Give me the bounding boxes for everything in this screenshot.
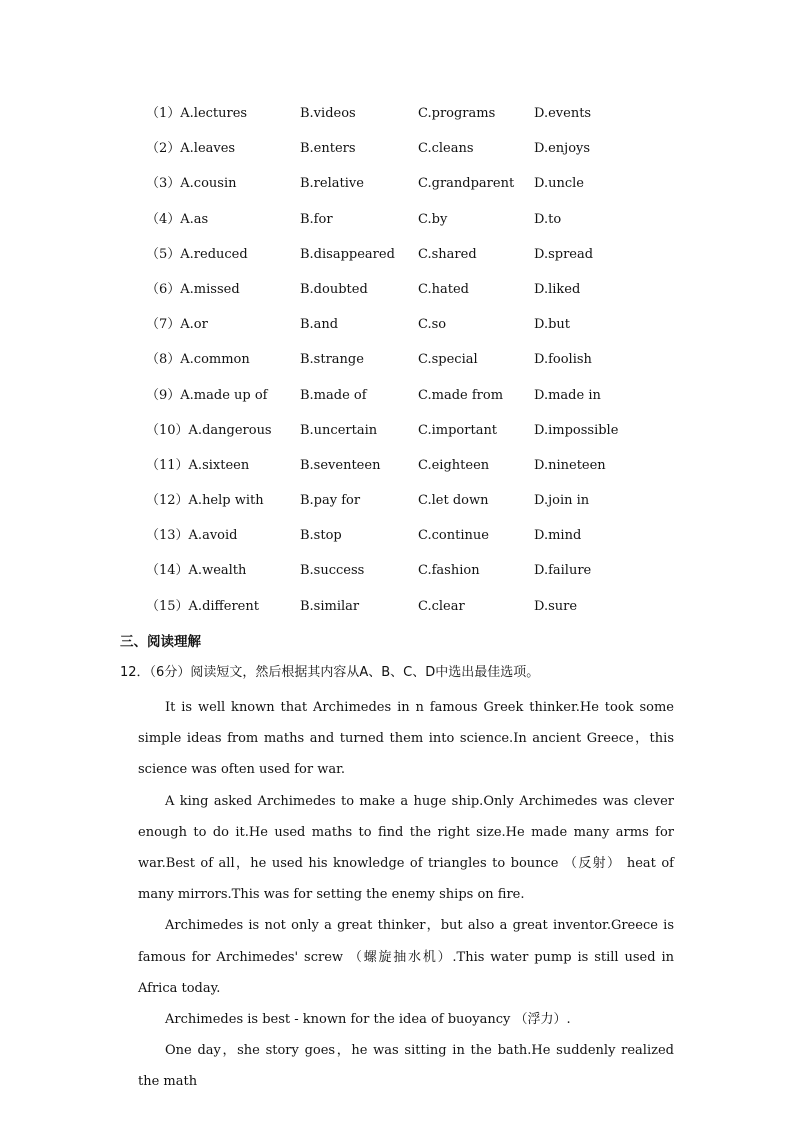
option-d: D.made in (534, 387, 601, 403)
option-d: D.to (534, 211, 562, 227)
options-list (146, 104, 706, 632)
option-a: （11）A.sixteen (146, 457, 250, 473)
option-c: C.let down (418, 493, 489, 509)
option-c: C.continue (418, 528, 489, 544)
option-d: D.events (534, 106, 592, 121)
option-a: （12）A.help with (146, 493, 264, 509)
option-c: C.made from (418, 387, 504, 403)
passage-paragraph: One day，she story goes，he was sitting in the bath.He suddenly realized the math (138, 1043, 674, 1090)
option-d: D.failure (534, 563, 592, 579)
option-row (146, 104, 706, 139)
option-a: （2）A.leaves (146, 141, 236, 157)
option-b: B.stop (300, 528, 342, 544)
option-row (146, 245, 706, 280)
option-b: B.relative (300, 176, 364, 192)
option-d: D.enjoys (534, 141, 591, 157)
passage-paragraph: It is well known that Archimedes in n famous Greek thinker.He took some simple ideas from maths and turned them into science.In ancient Greece，this science was often used for war. (138, 700, 674, 778)
option-d: D.nineteen (534, 457, 606, 473)
option-a: （1）A.lectures (146, 106, 248, 121)
option-d: D.mind (534, 528, 582, 544)
option-c: C.clear (418, 598, 465, 614)
option-d: D.uncle (534, 176, 584, 192)
option-row (146, 597, 706, 632)
passage-paragraph: Archimedes is not only a great thinker，but also a great inventor.Greece is famous for Archimedes' screw （螺旋抽水机）.This water pump is still used in Africa today. (138, 918, 674, 996)
option-d: D.impossible (534, 422, 619, 438)
option-a: （10）A.dangerous (146, 422, 272, 438)
option-a: （7）A.or (146, 317, 208, 333)
option-a: （6）A.missed (146, 281, 240, 297)
reading-passage (138, 692, 674, 1098)
option-b: B.made of (300, 387, 367, 403)
option-d: D.sure (534, 598, 578, 614)
option-a: （3）A.cousin (146, 176, 237, 192)
option-b: B.doubted (300, 281, 368, 297)
option-c: C.so (418, 317, 447, 333)
option-c: C.by (418, 211, 448, 227)
option-a: （15）A.different (146, 598, 259, 614)
option-d: D.foolish (534, 352, 592, 368)
option-b: B.pay for (300, 493, 361, 509)
option-a: （4）A.as (146, 211, 209, 227)
option-row (146, 315, 706, 350)
option-a: （9）A.made up of (146, 387, 268, 403)
section-title: 三、阅读理解 (120, 634, 201, 650)
option-row (146, 561, 706, 596)
option-b: B.disappeared (300, 246, 395, 262)
passage-paragraph: A king asked Archimedes to make a huge ship.Only Archimedes was clever enough to do it.He used maths to find the right size.He made many arms for war.Best of all，he used his knowledge of triangles to bounce （反射） heat of many mirrors.This was for setting the enemy ships on fire. (138, 793, 674, 903)
option-b: B.videos (300, 106, 356, 121)
option-row (146, 350, 706, 385)
option-row (146, 456, 706, 491)
option-row (146, 421, 706, 456)
option-b: B.similar (300, 598, 360, 614)
option-b: B.uncertain (300, 422, 378, 438)
option-b: B.seventeen (300, 457, 381, 473)
option-a: （5）A.reduced (146, 246, 248, 262)
option-c: C.programs (418, 106, 496, 121)
option-row (146, 139, 706, 174)
option-c: C.important (418, 422, 498, 438)
option-c: C.grandparent (418, 176, 515, 192)
option-a: （8）A.common (146, 352, 250, 368)
option-a: （13）A.avoid (146, 528, 238, 544)
option-b: B.enters (300, 141, 356, 157)
option-row (146, 386, 706, 421)
option-d: D.liked (534, 281, 581, 297)
option-c: C.hated (418, 281, 469, 297)
option-c: C.fashion (418, 563, 480, 579)
option-row (146, 491, 706, 526)
option-b: B.for (300, 211, 333, 227)
option-d: D.spread (534, 246, 594, 262)
option-row (146, 526, 706, 561)
question-prompt: 12．（6分）阅读短文，然后根据其内容从A、B、C、D中选出最佳选项。 (120, 665, 540, 680)
option-c: C.cleans (418, 141, 474, 157)
option-a: （14）A.wealth (146, 563, 247, 579)
option-c: C.shared (418, 246, 477, 262)
option-c: C.special (418, 352, 478, 368)
option-row (146, 174, 706, 209)
option-row (146, 280, 706, 315)
option-b: B.success (300, 563, 365, 579)
option-b: B.and (300, 317, 339, 333)
option-b: B.strange (300, 352, 364, 368)
option-d: D.but (534, 317, 571, 333)
option-row (146, 210, 706, 245)
option-c: C.eighteen (418, 457, 490, 473)
passage-paragraph: Archimedes is best - known for the idea of buoyancy （浮力）. (165, 1012, 571, 1028)
option-d: D.join in (534, 493, 590, 509)
